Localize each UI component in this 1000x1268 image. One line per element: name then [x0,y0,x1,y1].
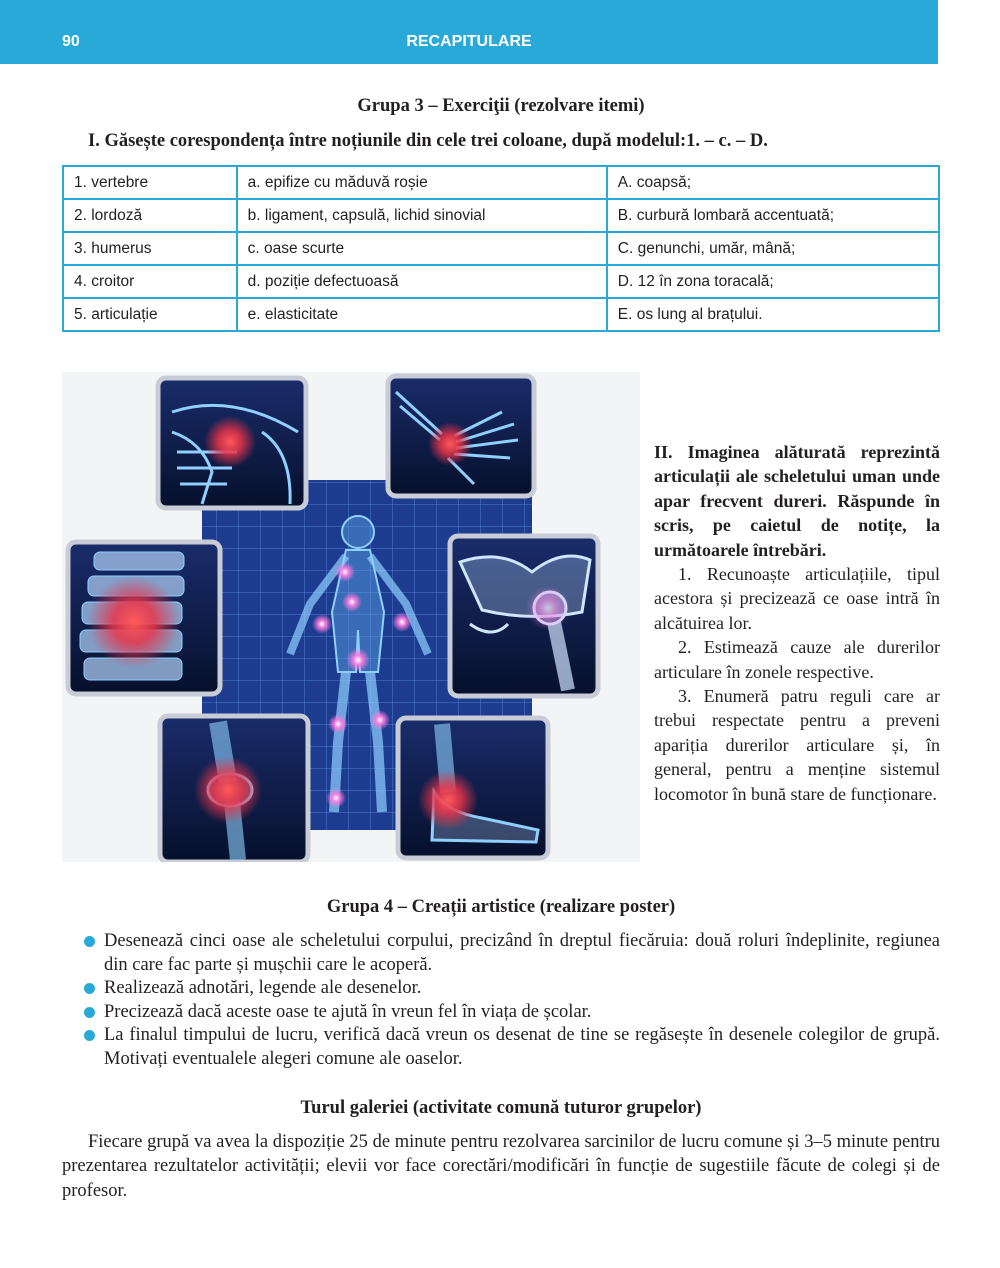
group4-bullet-list [84,930,940,1072]
matching-table [62,165,940,332]
table-row [63,199,939,232]
bullet-item: Desenează cinci oase ale scheletului corpului, precizând în dreptul fiecăruia: două roluri îndeplinite, regiunea din care fac parte și mușchii care le acoperă. [84,930,940,977]
table-row [63,166,939,199]
bullet-item: Precizează dacă aceste oase te ajută în vreun fel în viața de școlar. [84,1001,940,1025]
table-cell: 3. humerus [63,232,237,265]
bullet-dot-icon [84,1030,95,1041]
bullet-dot-icon [84,936,95,947]
table-cell: C. genunchi, umăr, mână; [607,232,939,265]
shoulder-panel [158,378,306,508]
bullet-item: Realizează adnotări, legende ale desenelor. [84,977,940,1001]
bullet-dot-icon [84,1007,95,1018]
section-title: RECAPITULARE [406,33,532,50]
bullet-item: La finalul timpului de lucru, verifică dacă vreun os desenat de tine se regăsește în desenele colegilor de grupă. Motivați eventualele alegeri comune ale oaselor. [84,1024,940,1071]
table-cell: d. poziție defectuoasă [237,265,607,298]
table-cell: 5. articulație [63,298,237,331]
joints-figure [62,372,640,862]
task2-block [654,440,940,806]
wrist-panel [388,376,534,496]
table-cell: B. curbură lombară accentuată; [607,199,939,232]
task1-instruction: I. Găsește corespondența între noțiunile din cele trei coloane, după modelul:1. – c. – D. [88,131,768,151]
table-row [63,232,939,265]
table-cell: 4. croitor [63,265,237,298]
table-row [63,265,939,298]
table-cell: a. epifize cu măduvă roșie [237,166,607,199]
spine-panel [68,542,220,694]
task2-question: 3. Enumeră patru reguli care ar trebui respectate pentru a preveni apariția durerilor articulare și, în general, pentru a menține sistemul locomotor în bună stare de funcționare. [654,686,940,804]
page-header [0,0,938,64]
hip-panel [450,536,598,696]
table-cell: D. 12 în zona toracală; [607,265,939,298]
ankle-panel [398,718,548,858]
group4-title: Grupa 4 – Creații artistice (realizare poster) [326,897,676,917]
gallery-title: Turul galeriei (activitate comună tuturor grupelor) [300,1098,702,1118]
task2-intro: II. Imaginea alăturată reprezintă articulații ale scheletului uman unde apar frecvent dureri. Răspunde în scris, pe caietul de notițe, la următoarele întrebări. [654,442,940,560]
table-cell: c. oase scurte [237,232,607,265]
knee-panel [160,716,308,862]
table-cell: A. coapsă; [607,166,939,199]
gallery-paragraph: Fiecare grupă va avea la dispoziție 25 de minute pentru rezolvarea sarcinilor de lucru comune și 3–5 minute pentru prezentarea rezultatelor activității; elevii vor face corectări/modificări în funcție de sugestiile făcute de colegi și de profesor. [62,1132,940,1201]
table-cell: 1. vertebre [63,166,237,199]
table-cell: b. ligament, capsulă, lichid sinovial [237,199,607,232]
table-cell: 2. lordoză [63,199,237,232]
joints-illustration [62,372,640,862]
table-row [63,298,939,331]
task2-question: 1. Recunoaște articulațiile, tipul acestora și precizează ce oase intră în alcătuirea lor. [654,564,940,633]
bullet-dot-icon [84,983,95,994]
task2-question: 2. Estimează cauze ale durerilor articulare în zonele respective. [654,637,940,682]
table-cell: E. os lung al brațului. [607,298,939,331]
page-number: 90 [62,33,80,50]
group3-title: Grupa 3 – Exerciţii (rezolvare itemi) [357,96,645,116]
table-cell: e. elasticitate [237,298,607,331]
